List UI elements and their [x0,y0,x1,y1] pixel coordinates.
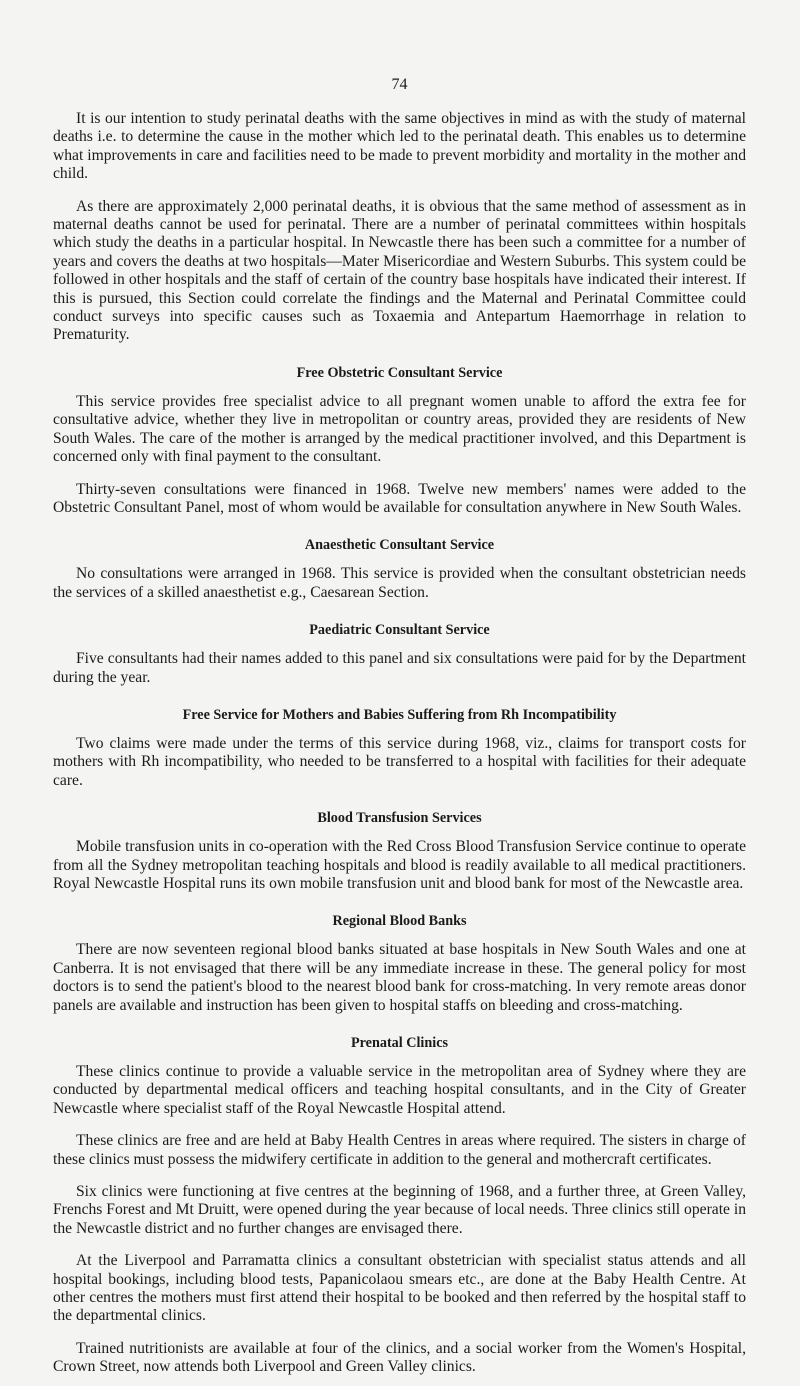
paragraph-prenatal-clinics-free: These clinics are free and are held at Baby Health Centres in areas where required. The sisters in charge of these clinics must possess the midwifery certificate in addition to the general and mothercraft certificates. [53,1132,746,1168]
heading-free-obstetric-consultant-service: Free Obstetric Consultant Service [296,364,503,381]
paragraph-liverpool-parramatta-clinics: At the Liverpool and Parramatta clinics a consultant obstetrician with specialist status attends and all hospital bookings, including blood tests, Papanicolaou smears etc., are done at the Baby Health Centre. At other centres the mothers must first attend their hospital to be booked and then referred by the hospital staff to the departmental clinics. [53,1252,746,1325]
paragraph-prenatal-clinics-centres: Six clinics were functioning at five centres at the beginning of 1968, and a further three, at Green Valley, Frenchs Forest and Mt Druitt, were opened during the year because of local needs. Three clinics still operate in the Newcastle district and no further changes are envisaged there. [53,1183,746,1237]
heading-regional-blood-banks: Regional Blood Banks [332,913,467,930]
paragraph-perinatal-intention: It is our intention to study perinatal deaths with the same objectives in mind as with the study of maternal deaths i.e. to determine the cause in the mother which led to the perinatal death. This enables us to determine what improvements in care and facilities need to be made to prevent morbidity and mortality in the mother and child. [53,110,746,183]
paragraph-paediatric-service: Five consultants had their names added to this panel and six consultations were paid for by the Department during the year. [53,650,746,686]
paragraph-anaesthetic-service: No consultations were arranged in 1968. This service is provided when the consultant obstetrician needs the services of a skilled anaesthetist e.g., Caesarean Section. [53,565,746,601]
paragraph-obstetric-service-description: This service provides free specialist advice to all pregnant women unable to afford the extra fee for consultative advice, whether they live in metropolitan or country areas, provided they are residents of New South Wales. The care of the mother is arranged by the medical practitioner involved, and this Department is concerned only with final payment to the consultant. [53,392,746,466]
heading-anaesthetic-consultant-service: Anaesthetic Consultant Service [304,537,495,554]
page-number: 74 [391,76,408,93]
paragraph-regional-blood-banks: There are now seventeen regional blood banks situated at base hospitals in New South Wales and one at Canberra. It is not envisaged that there will be any immediate increase in these. The general policy for most doctors is to send the patient's blood to the nearest blood bank for cross-matching. In very remote areas donor panels are available and instruction has been given to hospital staffs on bleeding and cross-matching. [53,941,746,1014]
paragraph-prenatal-clinics-metropolitan: These clinics continue to provide a valuable service in the metropolitan area of Sydney where they are conducted by departmental medical officers and teaching hospital consultants, and in the City of Greater Newcastle where specialist staff of the Royal Newcastle Hospital attend. [53,1063,746,1117]
paragraph-obstetric-consultations-1968: Thirty-seven consultations were financed in 1968. Twelve new members' names were added to the Obstetric Consultant Panel, most of whom would be available for consultation anywhere in New South Wales. [53,480,746,516]
paragraph-rh-incompatibility: Two claims were made under the terms of this service during 1968, viz., claims for transport costs for mothers with Rh incompatibility, who needed to be transferred to a hospital with facilities for their adequate care. [53,734,746,789]
heading-rh-incompatibility-service: Free Service for Mothers and Babies Suffering from Rh Incompatibility [182,706,617,723]
paragraph-blood-transfusion: Mobile transfusion units in co-operation with the Red Cross Blood Transfusion Service continue to operate from all the Sydney metropolitan teaching hospitals and blood is readily available to all medical practitioners. Royal Newcastle Hospital runs its own mobile transfusion unit and blood bank for most of the Newcastle area. [53,838,746,892]
heading-blood-transfusion-services: Blood Transfusion Services [317,810,482,827]
heading-paediatric-consultant-service: Paediatric Consultant Service [309,622,490,639]
heading-prenatal-clinics: Prenatal Clinics [350,1035,449,1051]
paragraph-perinatal-assessment: As there are approximately 2,000 perinatal deaths, it is obvious that the same method of assessment as in maternal deaths cannot be used for perinatal. There are a number of perinatal committees within hospitals which study the deaths in a particular hospital. In Newcastle there has been such a committee for a number of years and covers the deaths at two hospitals—Mater Misericordiae and Western Suburbs. This system could be followed in other hospitals and the staff of certain of the country base hospitals have indicated their interest. If this is pursued, this Section could correlate the findings and the Maternal and Perinatal Committee could conduct surveys into specific causes such as Toxaemia and Antepartum Haemorrhage in relation to Prematurity. [53,197,746,344]
paragraph-nutritionists: Trained nutritionists are available at four of the clinics, and a social worker from the Women's Hospital, Crown Street, now attends both Liverpool and Green Valley clinics. [53,1339,746,1376]
